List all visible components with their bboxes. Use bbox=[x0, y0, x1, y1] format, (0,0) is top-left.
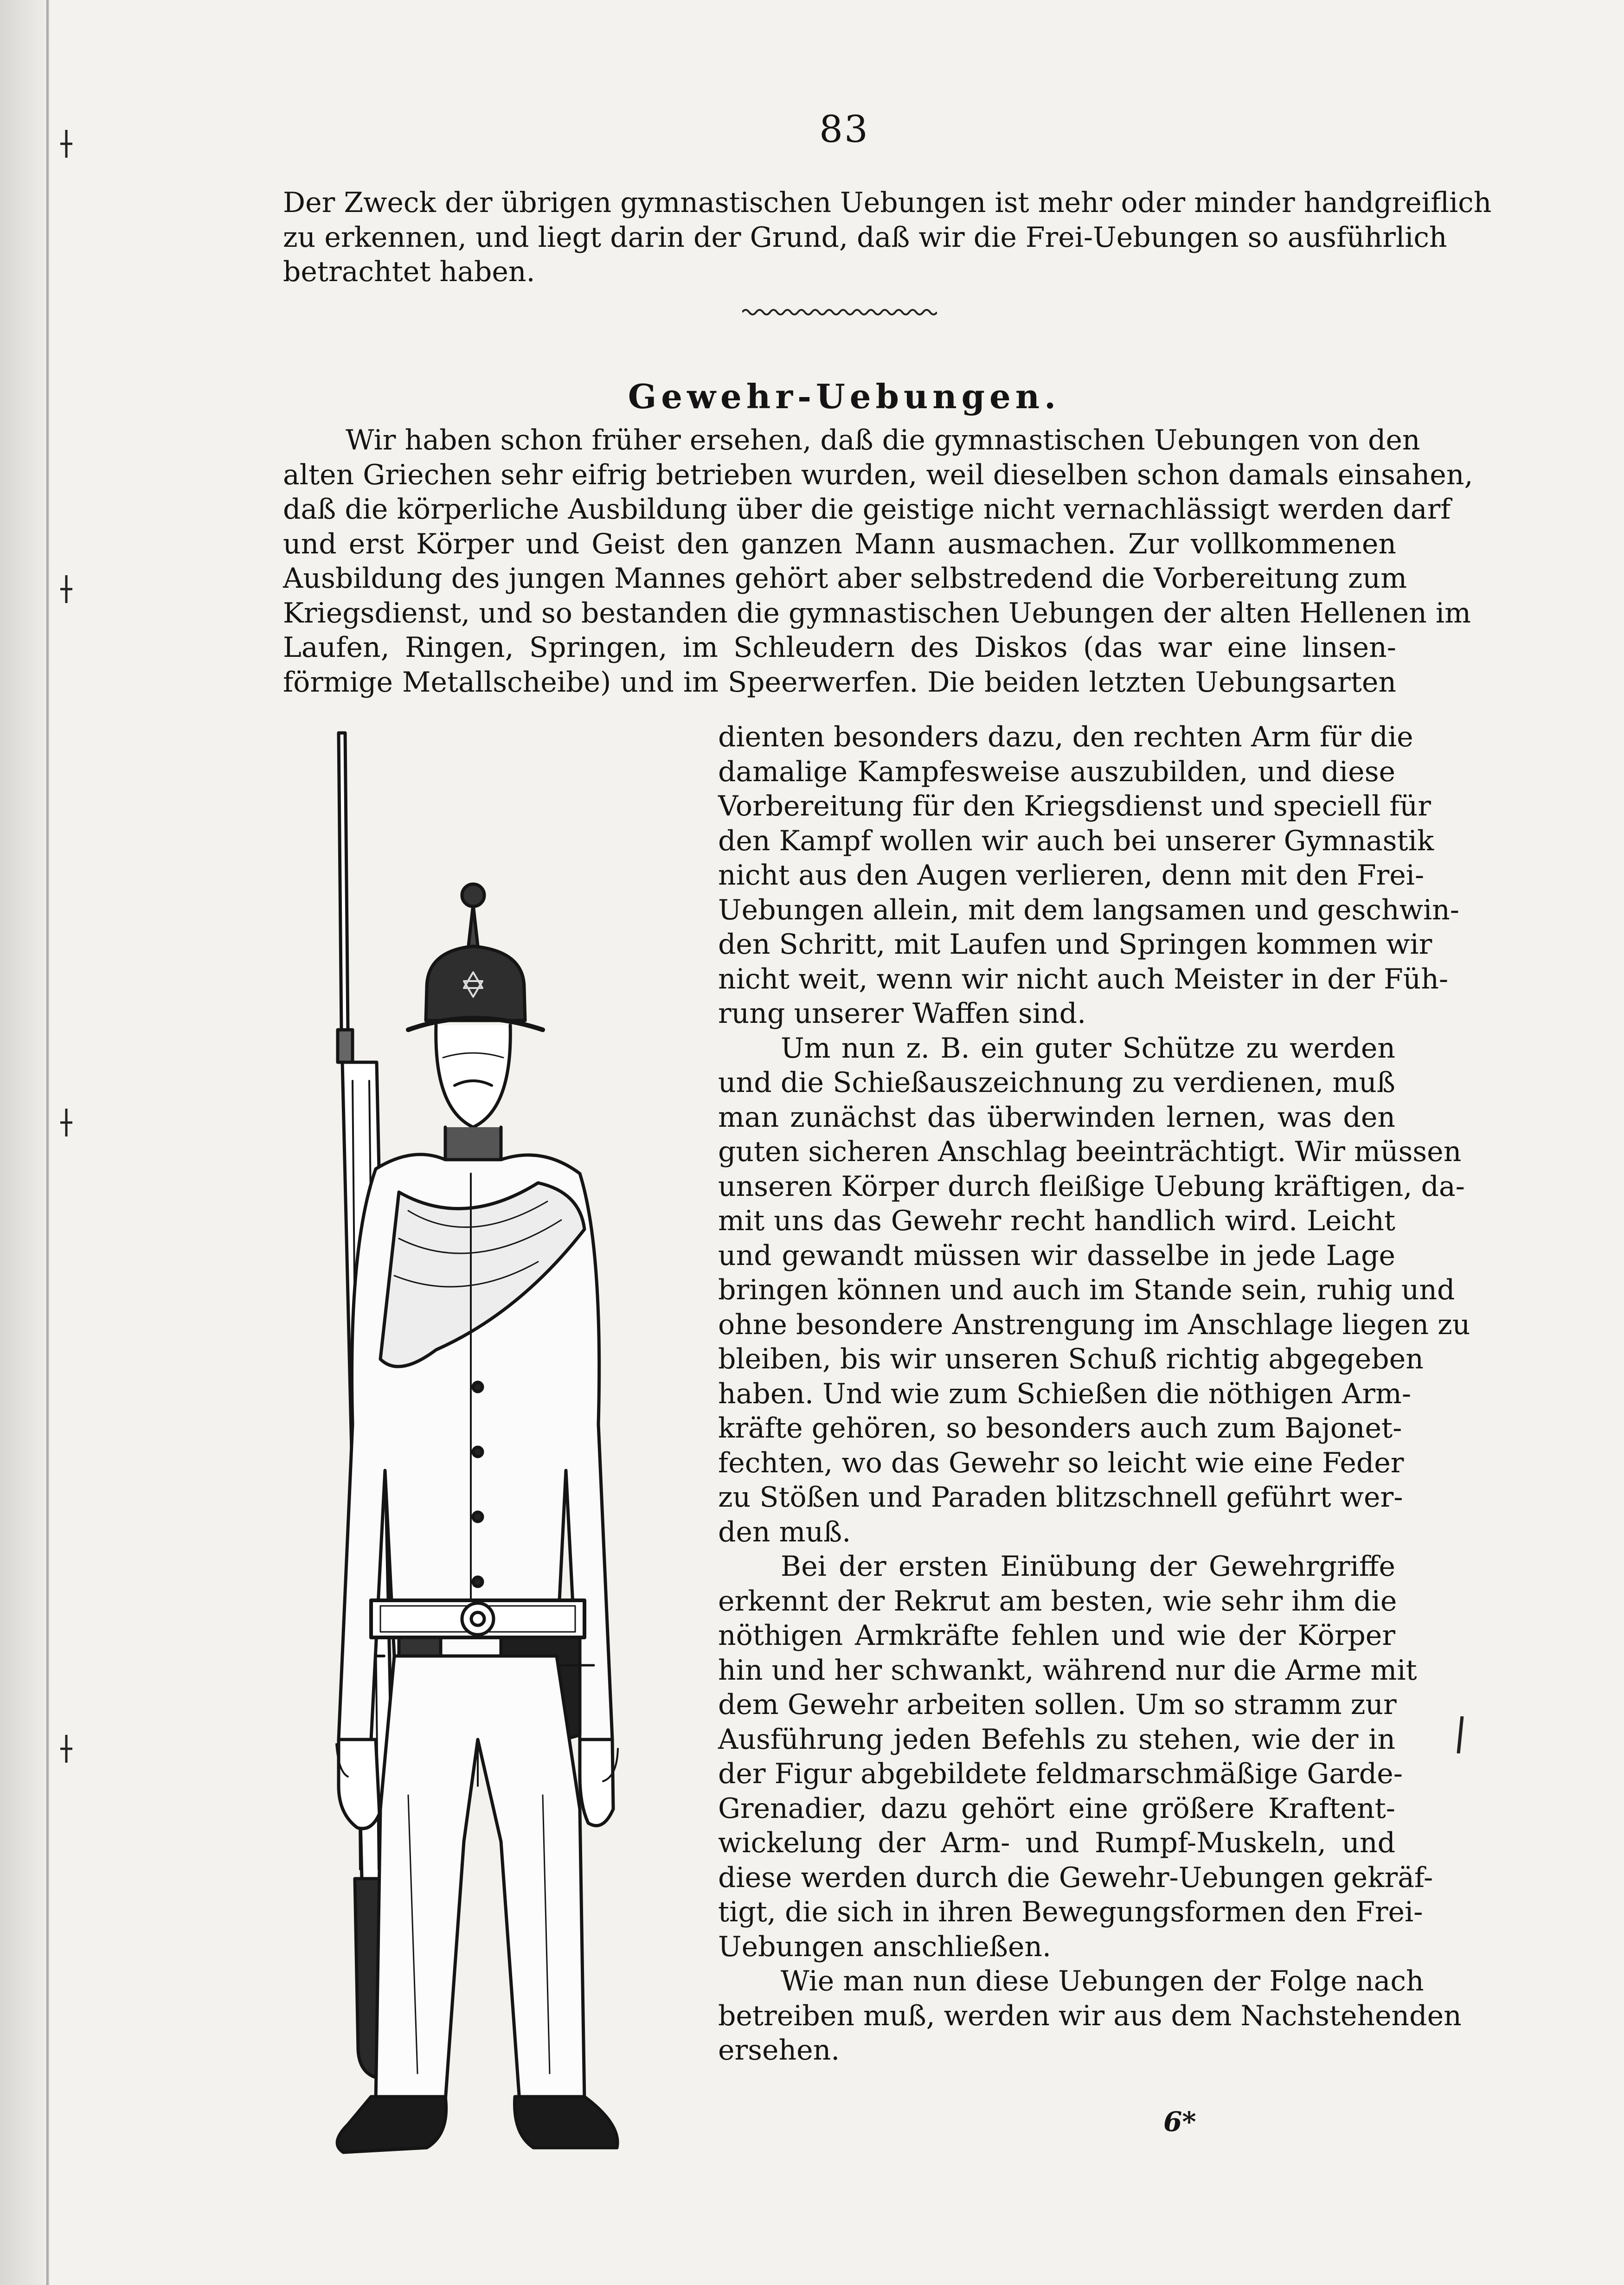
text-line: den Schritt, mit Laufen und Springen kommen wir bbox=[718, 928, 1432, 961]
text-line: Kriegsdienst, und so bestanden die gymnastischen Uebungen der alten Hellenen im bbox=[283, 597, 1471, 629]
text-line: ohne besondere Anstrengung im Anschlage liegen zu bbox=[718, 1308, 1470, 1341]
text-line: Laufen, Ringen, Springen, im Schleudern des Diskos (das war eine linsen- bbox=[283, 631, 1396, 664]
wavy-rule bbox=[742, 306, 937, 318]
text-line: zu Stößen und Paraden blitzschnell geführt wer- bbox=[718, 1481, 1403, 1514]
text-line: nicht aus den Augen verlieren, denn mit den Frei- bbox=[718, 859, 1425, 892]
body-paragraph-column bbox=[718, 720, 1470, 2068]
text-line: ersehen. bbox=[718, 2034, 840, 2067]
binding-tick bbox=[59, 1109, 73, 1136]
text-line: nicht weit, wenn wir nicht auch Meister in der Füh- bbox=[718, 963, 1449, 995]
page-gutter bbox=[0, 0, 46, 2285]
text-line: daß die körperliche Ausbildung über die geistige nicht vernachlässigt werden darf bbox=[283, 493, 1451, 526]
text-line: fechten, wo das Gewehr so leicht wie eine Feder bbox=[718, 1446, 1404, 1479]
text-line: und gewandt müssen wir dasselbe in jede Lage bbox=[718, 1239, 1395, 1272]
text-line: diese werden durch die Gewehr-Uebungen gekräf- bbox=[718, 1861, 1433, 1894]
text-line: Um nun z. B. ein guter Schütze zu werden bbox=[781, 1032, 1395, 1065]
text-line: rung unserer Waffen sind. bbox=[718, 997, 1086, 1030]
text-line: erkennt der Rekrut am besten, wie sehr ihm die bbox=[718, 1585, 1397, 1617]
text-line: mit uns das Gewehr recht handlich wird. Leicht bbox=[718, 1205, 1395, 1237]
body-paragraph-full-width bbox=[283, 423, 1473, 700]
text-line: und die Schießauszeichnung zu verdienen, muß bbox=[718, 1066, 1395, 1099]
text-line: betrachtet haben. bbox=[283, 256, 535, 288]
text-line: Wir haben schon früher ersehen, daß die gymnastischen Uebungen von den bbox=[346, 424, 1420, 456]
intro-paragraph bbox=[283, 186, 1492, 289]
text-line: man zunächst das überwinden lernen, was den bbox=[718, 1101, 1395, 1134]
text-line: der Figur abgebildete feldmarschmäßige Garde- bbox=[718, 1758, 1403, 1790]
binding-tick bbox=[59, 1735, 73, 1763]
text-line: förmige Metallscheibe) und im Speerwerfen. Die beiden letzten Uebungsarten bbox=[283, 666, 1396, 699]
text-line: Vorbereitung für den Kriegsdienst und speciell für bbox=[718, 790, 1431, 822]
text-line: Uebungen allein, mit dem langsamen und geschwin- bbox=[718, 893, 1460, 926]
text-line: den Kampf wollen wir auch bei unserer Gymnastik bbox=[718, 824, 1434, 857]
text-line: bleiben, bis wir unseren Schuß richtig abgegeben bbox=[718, 1343, 1424, 1375]
page-number: 83 bbox=[819, 108, 869, 151]
text-line: damalige Kampfesweise auszubilden, und diese bbox=[718, 755, 1395, 788]
text-line: alten Griechen sehr eifrig betrieben wurden, weil dieselben schon damals einsahen, bbox=[283, 458, 1473, 491]
text-line: wickelung der Arm- und Rumpf-Muskeln, und bbox=[718, 1827, 1395, 1859]
text-line: und erst Körper und Geist den ganzen Mann ausmachen. Zur vollkommenen bbox=[283, 527, 1396, 560]
binding-edge bbox=[46, 0, 49, 2285]
text-line: zu erkennen, und liegt darin der Grund, daß wir die Frei-Uebungen so ausführlich bbox=[283, 221, 1447, 254]
text-line: betreiben muß, werden wir aus dem Nachstehenden bbox=[718, 1999, 1462, 2032]
text-line: den muß. bbox=[718, 1515, 851, 1548]
text-line: tigt, die sich in ihren Bewegungsformen den Frei- bbox=[718, 1896, 1423, 1928]
binding-tick bbox=[59, 575, 73, 603]
text-line: Wie man nun diese Uebungen der Folge nach bbox=[781, 1965, 1424, 1997]
text-line: haben. Und wie zum Schießen die nöthigen Arm- bbox=[718, 1377, 1412, 1410]
margin-mark bbox=[1457, 1716, 1464, 1753]
grenadier-illustration bbox=[260, 728, 696, 2203]
text-line: dem Gewehr arbeiten sollen. Um so stramm zur bbox=[718, 1688, 1397, 1721]
text-line: hin und her schwankt, während nur die Arme mit bbox=[718, 1654, 1417, 1687]
signature-mark: 6* bbox=[1163, 2106, 1196, 2137]
text-line: bringen können und auch im Stande sein, ruhig und bbox=[718, 1274, 1455, 1306]
text-line: Der Zweck der übrigen gymnastischen Uebungen ist mehr oder minder handgreiflich bbox=[283, 186, 1492, 219]
text-line: nöthigen Armkräfte fehlen und wie der Körper bbox=[718, 1619, 1395, 1652]
section-heading: Gewehr-Uebungen. bbox=[628, 377, 1061, 416]
text-line: Bei der ersten Einübung der Gewehrgriffe bbox=[781, 1550, 1395, 1583]
text-line: unseren Körper durch fleißige Uebung kräftigen, da- bbox=[718, 1170, 1465, 1203]
text-line: Uebungen anschließen. bbox=[718, 1930, 1052, 1963]
text-line: guten sicheren Anschlag beeinträchtigt. Wir müssen bbox=[718, 1136, 1462, 1168]
text-line: dienten besonders dazu, den rechten Arm für die bbox=[718, 721, 1413, 753]
text-line: kräfte gehören, so besonders auch zum Bajonet- bbox=[718, 1412, 1402, 1444]
text-line: Ausbildung des jungen Mannes gehört aber selbstredend die Vorbereitung zum bbox=[283, 562, 1407, 595]
text-line: Ausführung jeden Befehls zu stehen, wie der in bbox=[718, 1723, 1395, 1756]
text-line: Grenadier, dazu gehört eine größere Kraftent- bbox=[718, 1792, 1395, 1825]
